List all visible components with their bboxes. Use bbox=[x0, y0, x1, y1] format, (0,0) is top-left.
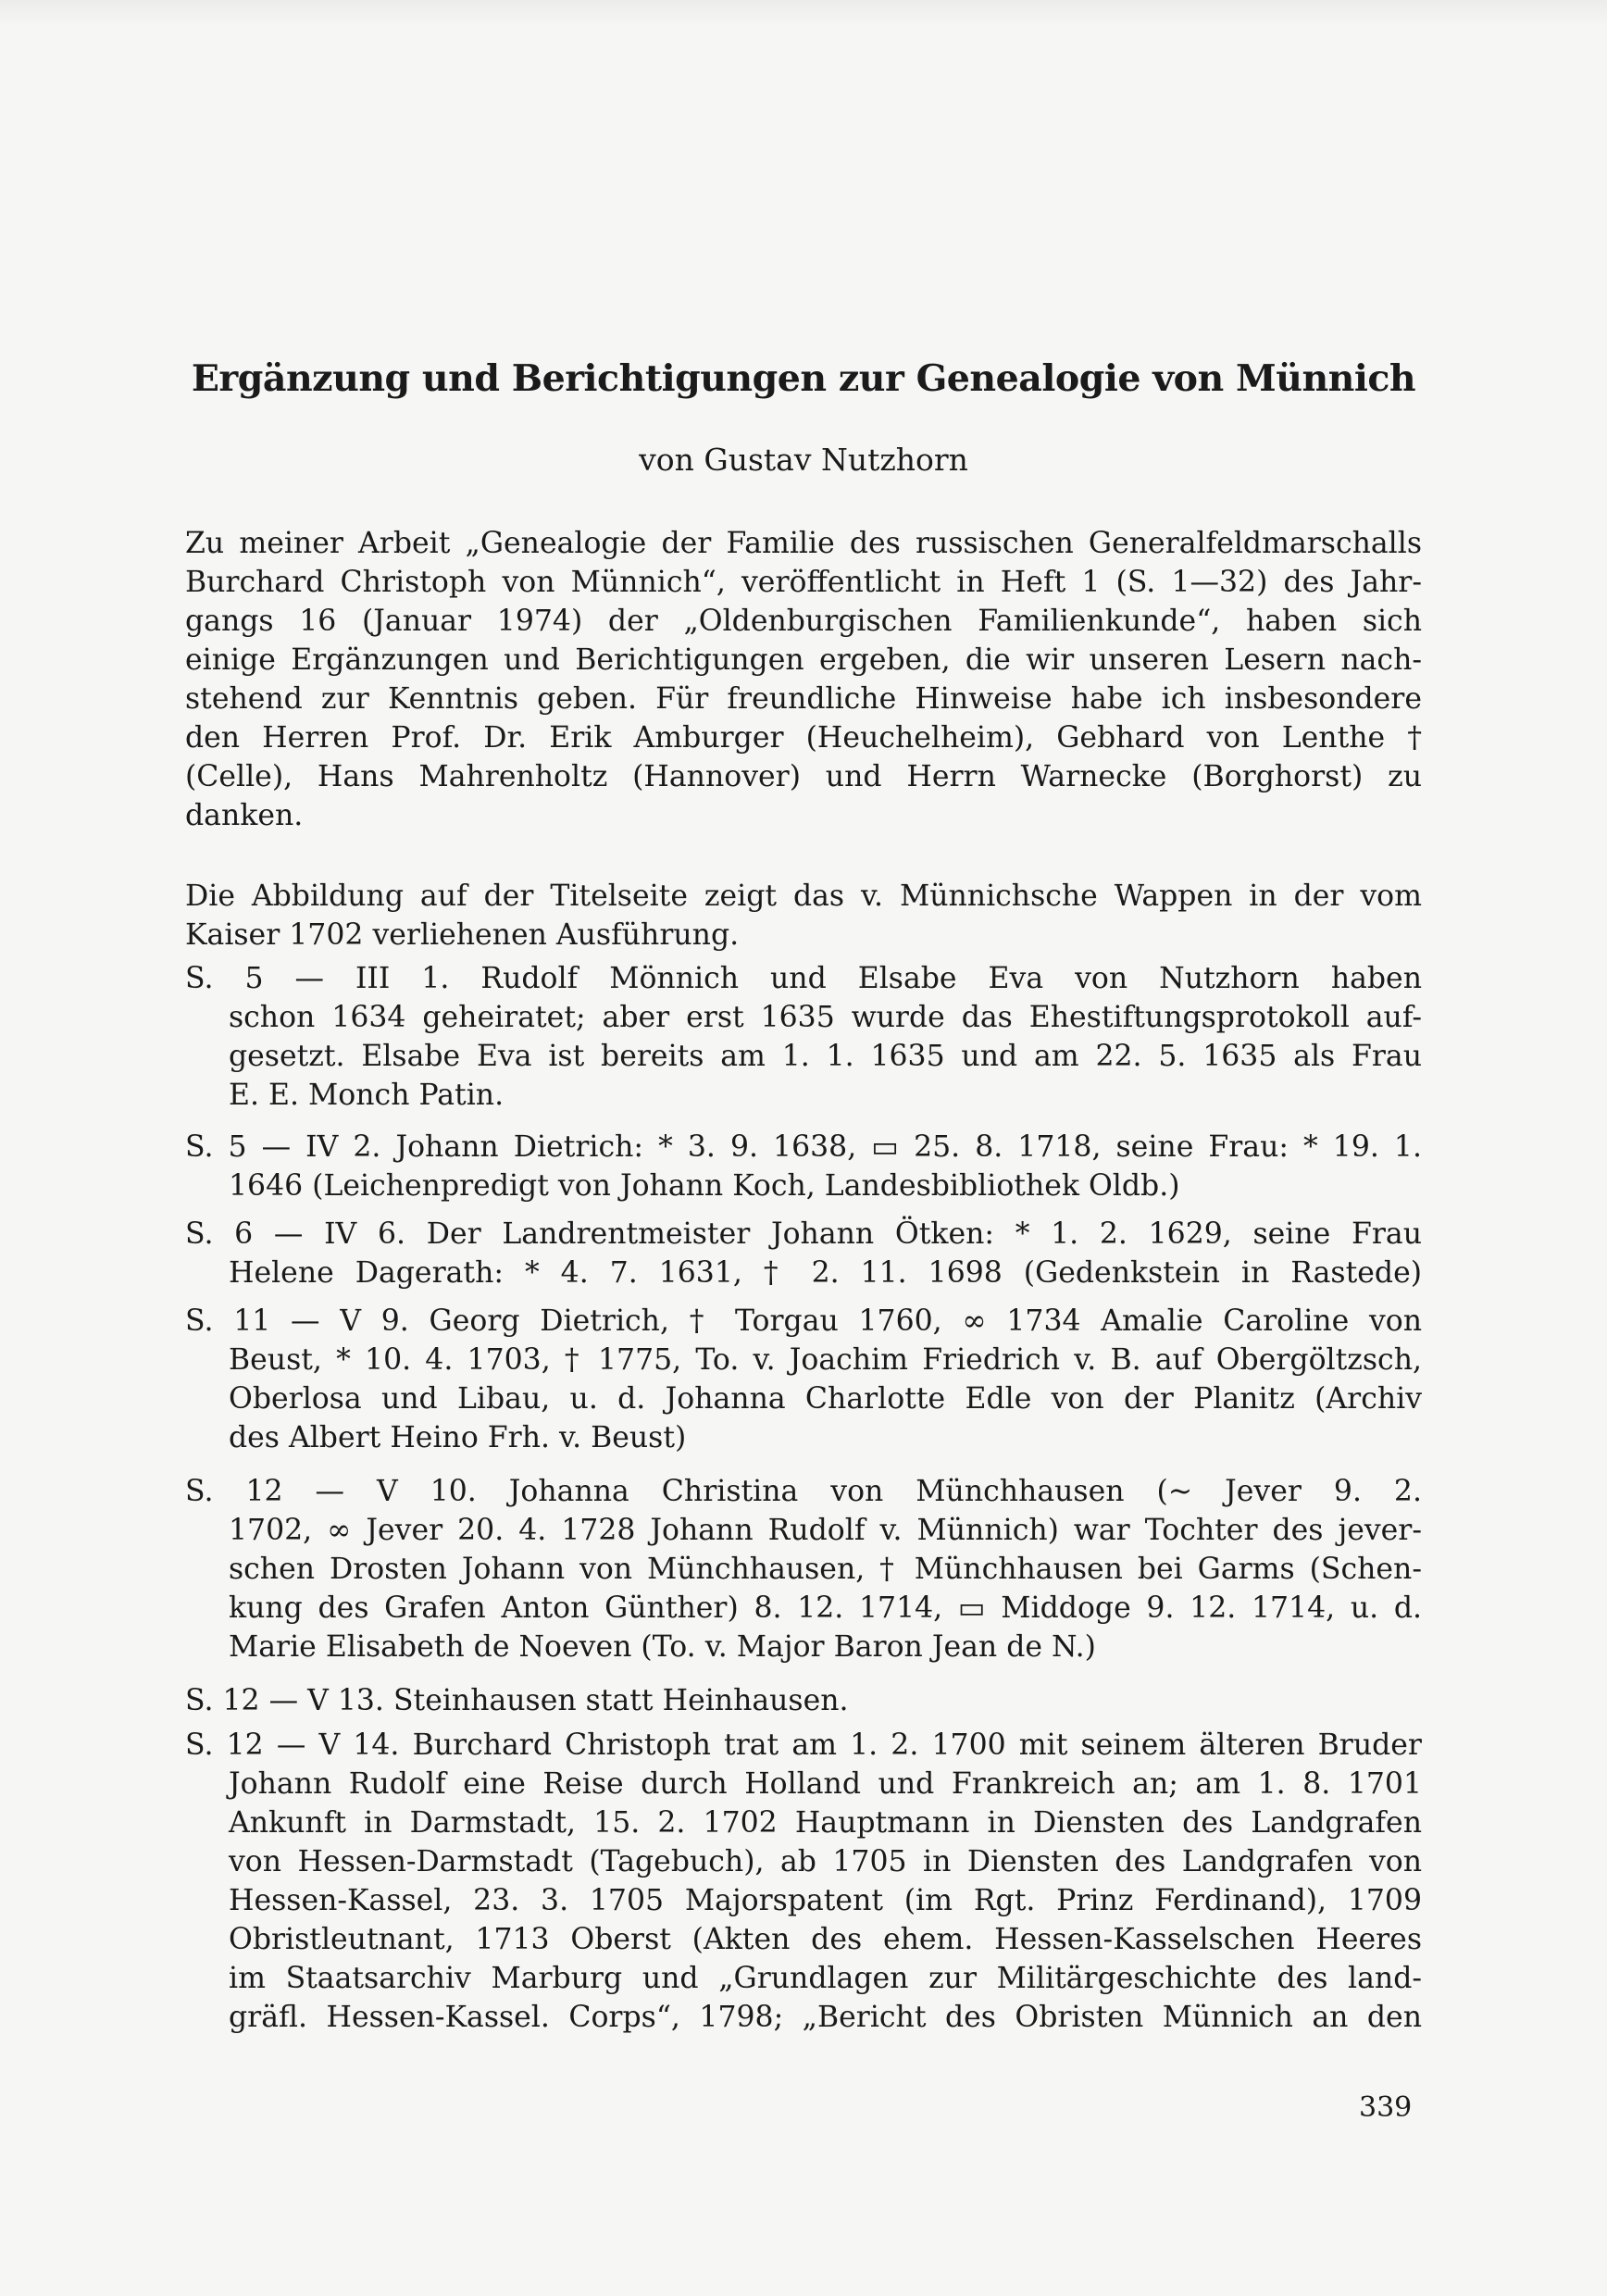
entry-line: Johann Rudolf eine Reise durch Holland und Frankreich an; am 1. 8. 1701 bbox=[229, 1767, 1422, 1801]
entry-line: des Albert Heino Frh. v. Beust) bbox=[229, 1421, 687, 1454]
entry-line: von Hessen-Darmstadt (Tagebuch), ab 1705 in Diensten des Landgrafen von bbox=[229, 1845, 1422, 1878]
entry-line: schon 1634 geheiratet; aber erst 1635 wurde das Ehestiftungsprotokoll auf- bbox=[229, 1001, 1422, 1034]
entry-line: S. 5 — IV 2. Johann Dietrich: * 3. 9. 1638, ▭ 25. 8. 1718, seine Frau: * 19. 1. bbox=[185, 1130, 1422, 1164]
intro-line: danken. bbox=[185, 799, 304, 832]
intro-line: Zu meiner Arbeit „Genealogie der Familie des russischen Generalfeldmarschalls bbox=[185, 527, 1422, 560]
entry-line: gesetzt. Elsabe Eva ist bereits am 1. 1. 1635 und am 22. 5. 1635 als Frau bbox=[229, 1040, 1422, 1073]
entry-line: 1646 (Leichenpredigt von Johann Koch, Landesbibliothek Oldb.) bbox=[229, 1169, 1180, 1203]
intro-line: (Celle), Hans Mahrenholtz (Hannover) und Herrn Warnecke (Borghorst) zu bbox=[185, 760, 1422, 793]
scan-edge-shadow bbox=[0, 0, 1607, 26]
entry-line: Obristleutnant, 1713 Oberst (Akten des ehem. Hessen-Kasselschen Heeres bbox=[229, 1923, 1422, 1956]
article-author: von Gustav Nutzhorn bbox=[639, 442, 968, 478]
entry-line: Oberlosa und Libau, u. d. Johanna Charlotte Edle von der Planitz (Archiv bbox=[229, 1382, 1422, 1416]
entry-line: S. 6 — IV 6. Der Landrentmeister Johann Ötken: * 1. 2. 1629, seine Frau bbox=[185, 1217, 1422, 1251]
figure-note-line: Kaiser 1702 verliehenen Ausführung. bbox=[185, 918, 740, 952]
entry-line: S. 12 — V 13. Steinhausen statt Heinhausen. bbox=[185, 1684, 849, 1717]
entry-line: Helene Dagerath: * 4. 7. 1631, † 2. 11. 1698 (Gedenkstein in Rastede) bbox=[229, 1256, 1422, 1290]
entry-line: S. 12 — V 10. Johanna Christina von Münchhausen (~ Jever 9. 2. bbox=[185, 1475, 1422, 1508]
intro-line: Burchard Christoph von Münnich“, veröffentlicht in Heft 1 (S. 1—32) des Jahr- bbox=[185, 566, 1422, 599]
intro-line: gangs 16 (Januar 1974) der „Oldenburgischen Familienkunde“, haben sich bbox=[185, 605, 1422, 638]
entry-line: kung des Grafen Anton Günther) 8. 12. 1714, ▭ Middoge 9. 12. 1714, u. d. bbox=[229, 1591, 1422, 1625]
article-title: Ergänzung und Berichtigungen zur Genealogie von Münnich bbox=[191, 357, 1416, 400]
entry-line: S. 12 — V 14. Burchard Christoph trat am 1. 2. 1700 mit seinem älteren Bruder bbox=[185, 1728, 1422, 1762]
entry-line: gräfl. Hessen-Kassel. Corps“, 1798; „Bericht des Obristen Münnich an den bbox=[229, 2001, 1422, 2034]
figure-note-line: Die Abbildung auf der Titelseite zeigt das v. Münnichsche Wappen in der vom bbox=[185, 880, 1422, 913]
entry-line: S. 11 — V 9. Georg Dietrich, † Torgau 1760, ∞ 1734 Amalie Caroline von bbox=[185, 1304, 1422, 1338]
entry-line: S. 5 — III 1. Rudolf Mönnich und Elsabe Eva von Nutzhorn haben bbox=[185, 962, 1422, 995]
entry-line: 1702, ∞ Jever 20. 4. 1728 Johann Rudolf v. Münnich) war Tochter des jever- bbox=[229, 1514, 1422, 1547]
entry-line: schen Drosten Johann von Münchhausen, † Münchhausen bei Garms (Schen- bbox=[229, 1553, 1422, 1586]
entry-line: E. E. Monch Patin. bbox=[229, 1079, 505, 1112]
entry-line: Beust, * 10. 4. 1703, † 1775, To. v. Joachim Friedrich v. B. auf Obergöltzsch, bbox=[229, 1343, 1422, 1377]
intro-line: einige Ergänzungen und Berichtigungen ergeben, die wir unseren Lesern nach- bbox=[185, 643, 1422, 677]
page-number: 339 bbox=[1359, 2091, 1413, 2124]
entry-line: im Staatsarchiv Marburg und „Grundlagen zur Militärgeschichte des land- bbox=[229, 1962, 1422, 1995]
intro-line: den Herren Prof. Dr. Erik Amburger (Heuchelheim), Gebhard von Lenthe † bbox=[185, 721, 1422, 755]
entry-line: Marie Elisabeth de Noeven (To. v. Major Baron Jean de N.) bbox=[229, 1630, 1096, 1664]
entry-line: Hessen-Kassel, 23. 3. 1705 Majorspatent (im Rgt. Prinz Ferdinand), 1709 bbox=[229, 1884, 1422, 1917]
entry-line: Ankunft in Darmstadt, 15. 2. 1702 Hauptmann in Diensten des Landgrafen bbox=[229, 1806, 1422, 1840]
intro-line: stehend zur Kenntnis geben. Für freundliche Hinweise habe ich insbesondere bbox=[185, 682, 1422, 716]
